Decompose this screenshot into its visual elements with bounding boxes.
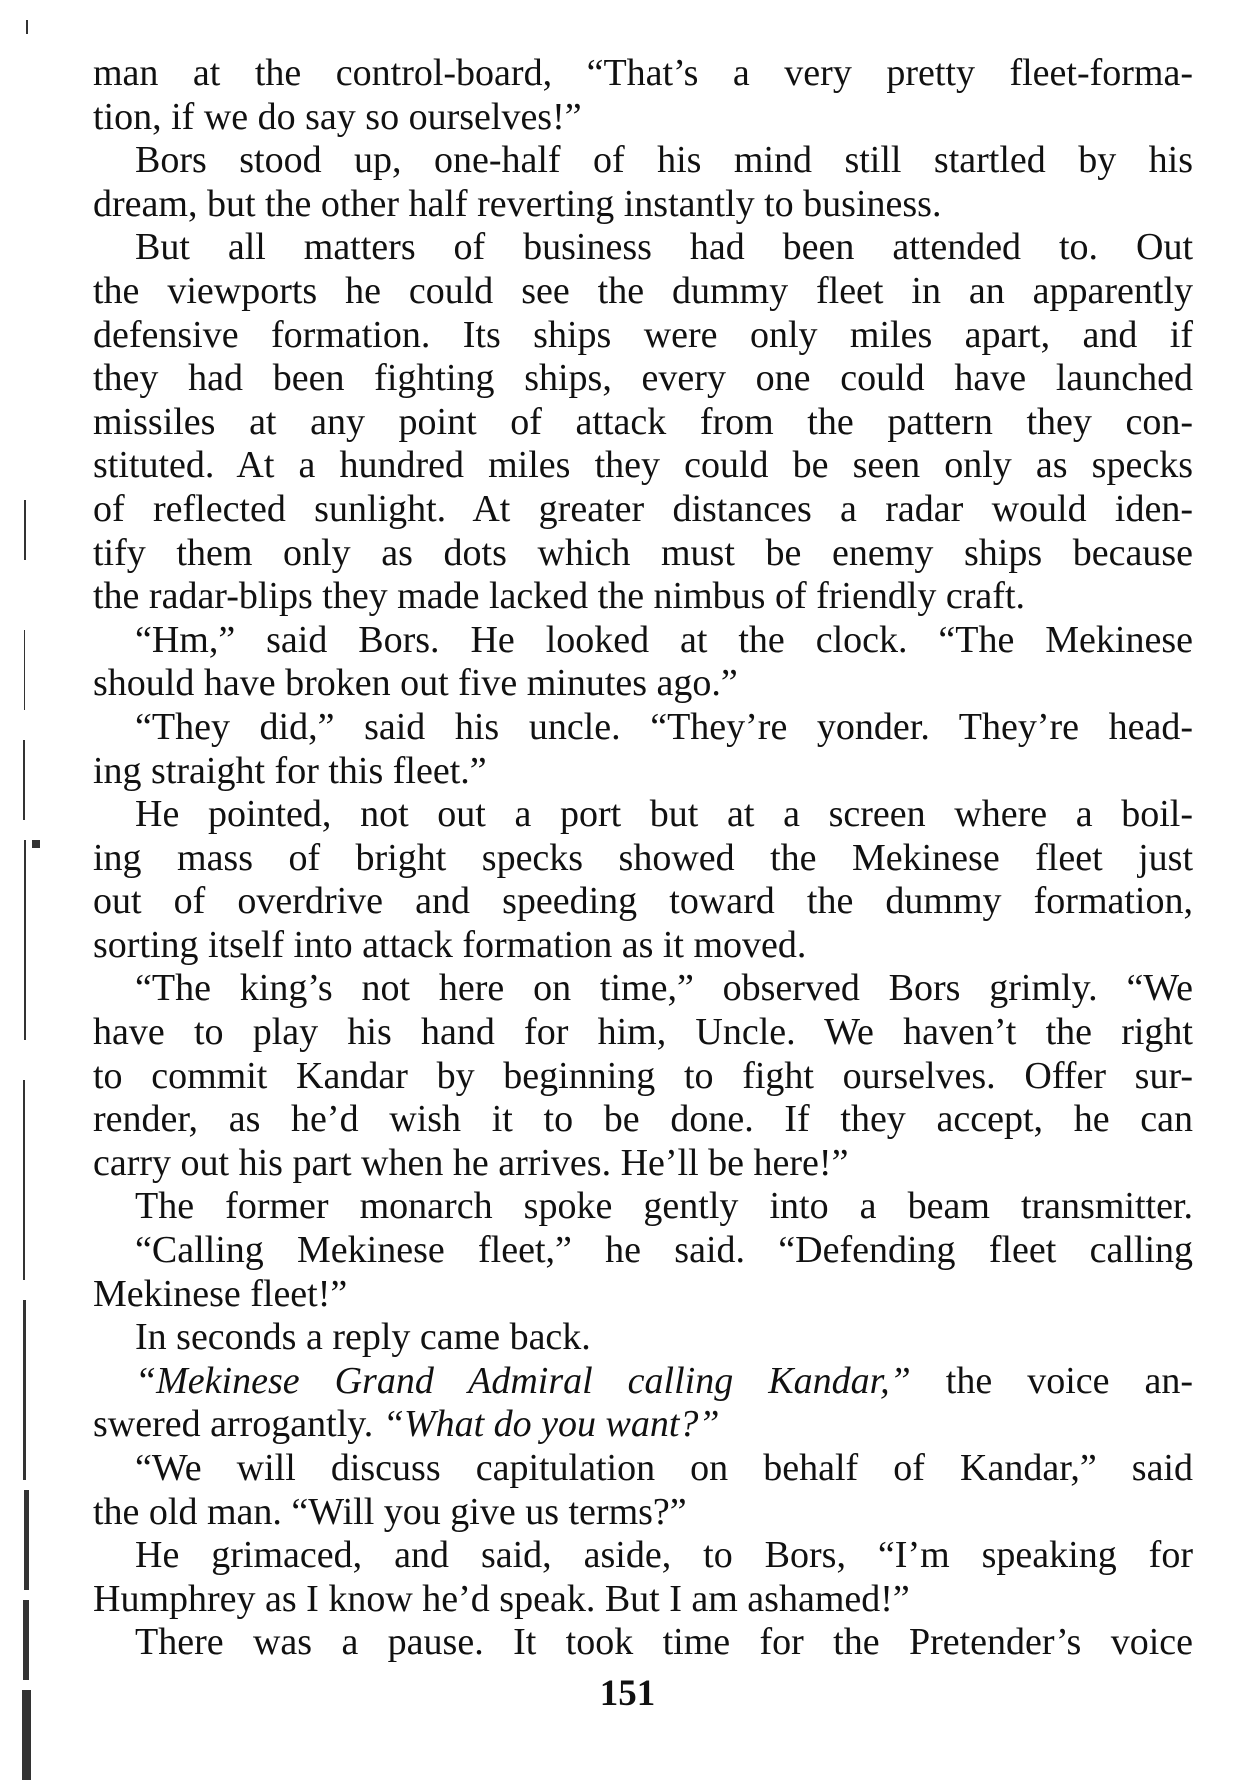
text-line [93,1403,1193,1447]
text-span: the voice an- [910,1359,1194,1402]
text-line: carry out his part when he arrives. He’ll be here!” [93,1141,849,1184]
text-line: “They did,” said his uncle. “They’re yonder. They’re head- [135,705,1193,748]
text-line: should have broken out five minutes ago.” [93,662,738,705]
text-line: of reflected sunlight. At greater distances a radar would iden- [93,487,1193,530]
text-line: There was a pause. It took time for the Pretender’s voice [135,1621,1193,1664]
text-line: ing straight for this fleet.” [93,749,487,792]
italic-span: “Mekinese Grand Admiral calling Kandar,” [135,1359,911,1402]
italic-span: “What do you want?” [382,1403,720,1446]
text-line: The former monarch spoke gently into a beam transmitter. [135,1185,1193,1228]
text-line: “The king’s not here on time,” observed Bors grimly. “We [135,967,1193,1010]
text-line: tify them only as dots which must be enemy ships because [93,531,1193,574]
text-line: “Hm,” said Bors. He looked at the clock. “The Mekinese [135,618,1193,661]
binding-edge-marks [22,20,44,1780]
text-line: render, as he’d wish it to be done. If they accept, he can [93,1098,1193,1141]
text-line: ing mass of bright specks showed the Mekinese fleet just [93,836,1193,879]
text-line: dream, but the other half reverting instantly to business. [93,182,942,225]
text-line: sorting itself into attack formation as it moved. [93,923,807,966]
text-line: “We will discuss capitulation on behalf of Kandar,” said [135,1447,1193,1489]
text-line: the viewports he could see the dummy fleet in an apparently [93,269,1193,312]
text-line: tion, if we do say so ourselves!” [93,95,582,138]
text-line: out of overdrive and speeding toward the dummy formation, [93,880,1193,923]
text-line: missiles at any point of attack from the pattern they con- [93,400,1193,443]
text-line: defensive formation. Its ships were only miles apart, and if [93,313,1193,356]
text-line: In seconds a reply came back. [135,1316,591,1359]
text-line: But all matters of business had been attended to. Out [135,226,1193,269]
text-line: the radar-blips they made lacked the nimbus of friendly craft. [93,575,1026,618]
text-line [93,1360,1193,1404]
text-line: have to play his hand for him, Uncle. We haven’t the right [93,1011,1193,1054]
text-line: “Calling Mekinese fleet,” he said. “Defending fleet calling [135,1229,1193,1272]
text-line: Bors stood up, one-half of his mind still startled by his [135,139,1193,182]
text-line: the old man. “Will you give us terms?” [93,1490,687,1533]
text-line: they had been fighting ships, every one could have launched [93,357,1193,400]
text-line: He pointed, not out a port but at a screen where a boil- [135,793,1193,836]
text-line: man at the control-board, “That’s a very pretty fleet-forma- [93,52,1193,94]
page-number: 151 [599,1673,656,1714]
text-span: swered arrogantly. [93,1403,383,1446]
text-line: He grimaced, and said, aside, to Bors, “I’m speaking for [135,1534,1193,1577]
text-line: stituted. At a hundred miles they could be seen only as specks [93,444,1193,487]
text-line: Humphrey as I know he’d speak. But I am ashamed!” [93,1577,910,1620]
text-line: Mekinese fleet!” [93,1272,348,1315]
text-line: to commit Kandar by beginning to fight ourselves. Offer sur- [93,1054,1193,1097]
body-text [93,52,1193,1665]
